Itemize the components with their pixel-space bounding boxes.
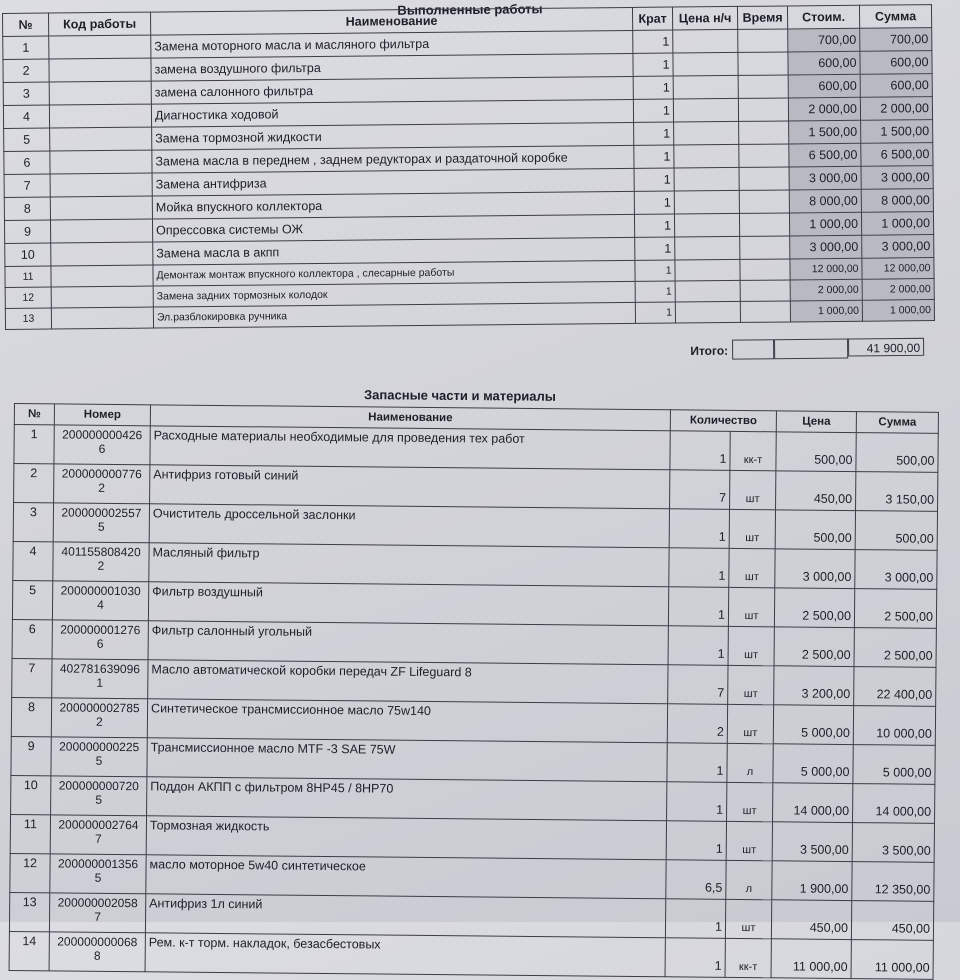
works-cell-sum: 2 000,00 (860, 97, 932, 121)
parts-cell-quantity: 1 (669, 548, 729, 588)
parts-table (9, 403, 939, 980)
works-cell-name: Опрессовка системы ОЖ (152, 214, 634, 242)
works-cell-cost: 600,00 (788, 51, 860, 75)
works-cell-sum: 600,00 (860, 51, 932, 75)
parts-cell-unit: шт (728, 665, 774, 704)
parts-cell-part-number (51, 737, 147, 777)
parts-cell-price: 11 000,00 (771, 939, 851, 979)
works-cell-sum: 6 500,00 (861, 143, 933, 167)
works-cell-number: 2 (3, 59, 49, 82)
parts-cell-part-number (54, 464, 150, 504)
works-cell-sum: 1 000,00 (862, 300, 934, 322)
works-cell-sum: 1 000,00 (861, 212, 933, 236)
works-cell-sum: 8 000,00 (861, 189, 933, 213)
parts-cell-unit: шт (727, 782, 773, 821)
parts-cell-quantity: 2 (667, 704, 727, 744)
parts-cell-part-number (52, 620, 148, 660)
parts-cell-part-number (49, 932, 145, 972)
works-total-label: Итого: (690, 343, 729, 359)
works-cell-code (49, 104, 151, 128)
works-cell-number: 11 (5, 266, 51, 287)
works-cell-krat: 1 (633, 53, 673, 76)
parts-part-number-suffix: 5 (95, 753, 103, 768)
works-cell-time (738, 52, 788, 75)
works-cell-number: 9 (4, 220, 50, 243)
works-cell-name: Замена масла в переднем , заднем редукторах и раздаточной коробке (152, 145, 634, 173)
works-cell-name: Демонтаж монтаж впускного коллектора , слесарные работы (153, 260, 635, 286)
works-cell-price (675, 259, 740, 281)
works-cell-name: Замена тормозной жидкости (152, 122, 634, 150)
works-cell-name: Замена моторного масла и масляного фильтра (151, 30, 633, 58)
parts-cell-sum: 2 500,00 (854, 589, 936, 629)
parts-part-number-main: 200000000776 (61, 466, 142, 482)
works-cell-krat: 1 (635, 237, 675, 260)
parts-cell-number: 14 (9, 931, 49, 970)
parts-cell-quantity: 7 (668, 665, 728, 705)
parts-cell-quantity: 6,5 (666, 860, 726, 900)
works-cell-cost: 1 000,00 (789, 212, 861, 236)
works-cell-price (674, 167, 739, 191)
works-cell-number: 10 (5, 243, 51, 266)
works-cell-time (739, 121, 789, 144)
parts-cell-sum: 12 350,00 (852, 862, 934, 902)
works-cell-code (49, 58, 151, 82)
parts-cell-price: 500,00 (775, 510, 855, 550)
parts-part-number-suffix: 5 (95, 792, 103, 807)
parts-cell-price: 3 500,00 (772, 822, 852, 862)
parts-cell-unit: шт (730, 470, 776, 509)
parts-cell-price: 14 000,00 (773, 783, 853, 823)
works-cell-krat: 1 (633, 99, 673, 122)
works-cell-code (51, 307, 153, 329)
parts-cell-price: 5 000,00 (773, 705, 853, 745)
works-cell-number: 3 (3, 82, 49, 105)
parts-cell-price: 450,00 (771, 900, 851, 940)
works-cell-code (49, 35, 151, 59)
parts-cell-unit: кк-т (730, 431, 776, 470)
parts-cell-sum: 2 500,00 (854, 628, 936, 668)
parts-cell-number: 6 (12, 619, 52, 658)
parts-cell-unit: шт (726, 821, 772, 860)
parts-cell-unit: шт (727, 704, 773, 743)
works-col-price-per-hour: Цена н/ч (672, 6, 737, 30)
works-cell-code (50, 196, 152, 220)
parts-cell-name: масло моторное 5w40 синтетическое (146, 855, 666, 899)
works-cell-price (675, 280, 740, 302)
parts-cell-name: Расходные материалы необходимые для проведения тех работ (150, 426, 670, 470)
parts-cell-part-number (50, 854, 146, 894)
works-cell-sum: 3 000,00 (862, 235, 934, 259)
parts-cell-unit: шт (728, 626, 774, 665)
works-cell-cost: 2 000,00 (790, 279, 862, 301)
parts-cell-unit: кк-т (725, 938, 771, 977)
parts-cell-part-number (50, 815, 146, 855)
works-col-time: Время (737, 6, 787, 29)
parts-part-number-suffix: 7 (94, 909, 101, 924)
parts-cell-name: Очиститель дроссельной заслонки (149, 504, 669, 548)
parts-cell-name: Антифриз 1л синий (145, 894, 665, 938)
parts-cell-number: 7 (12, 658, 52, 697)
works-cell-krat: 1 (635, 302, 675, 323)
parts-cell-quantity: 1 (667, 743, 727, 783)
parts-cell-price: 3 000,00 (775, 549, 855, 589)
works-cell-cost: 8 000,00 (789, 189, 861, 213)
parts-cell-number: 2 (14, 464, 54, 503)
parts-cell-name: Антифриз готовый синий (150, 465, 670, 509)
parts-cell-number: 8 (11, 697, 51, 736)
works-cell-code (51, 265, 153, 287)
parts-part-number-main: 402781639096 (59, 661, 141, 677)
parts-part-number-main: 200000000225 (59, 739, 140, 755)
parts-part-number-suffix: 5 (97, 519, 105, 534)
parts-cell-part-number (54, 425, 150, 465)
parts-cell-price: 3 200,00 (774, 666, 854, 706)
parts-cell-price: 500,00 (776, 432, 856, 472)
works-cell-name: замена салонного фильтра (151, 76, 633, 104)
parts-cell-unit: шт (725, 899, 771, 938)
works-cell-name: Замена задних тормозных колодок (153, 281, 635, 307)
works-cell-code (50, 173, 152, 197)
parts-cell-name: Тормозная жидкость (146, 816, 666, 860)
works-cell-code (50, 127, 152, 151)
works-col-krat: Крат (632, 7, 672, 30)
parts-col-sum: Сумма (856, 412, 938, 434)
works-cell-code (50, 219, 152, 243)
parts-cell-unit: шт (729, 548, 775, 587)
works-cell-price (673, 29, 738, 53)
parts-cell-part-number (51, 698, 147, 738)
works-cell-price (675, 301, 740, 323)
works-cell-name: Эл.разблокировка ручника (153, 302, 635, 328)
parts-cell-number: 11 (10, 814, 50, 853)
parts-cell-name: Поддон АКПП с фильтром 8HP45 / 8HP70 (147, 777, 667, 821)
works-cell-sum: 600,00 (860, 74, 932, 98)
works-cell-time (738, 98, 788, 121)
works-cell-krat: 1 (633, 30, 673, 53)
parts-cell-unit: шт (728, 587, 774, 626)
parts-cell-part-number (53, 503, 149, 543)
parts-cell-part-number (53, 542, 149, 582)
parts-part-number-suffix: 1 (96, 675, 104, 690)
works-cell-cost: 1 000,00 (790, 300, 862, 322)
works-table (2, 4, 935, 330)
parts-col-number: № (14, 404, 54, 425)
works-cell-code (49, 81, 151, 105)
parts-cell-sum: 11 000,00 (851, 940, 933, 980)
works-cell-name: Диагностика ходовой (151, 99, 633, 127)
parts-part-number-suffix: 2 (98, 480, 106, 495)
parts-part-number-suffix: 5 (94, 870, 102, 885)
parts-part-number-suffix: 8 (93, 948, 101, 963)
parts-cell-price: 1 900,00 (772, 861, 852, 901)
parts-cell-quantity: 1 (667, 782, 727, 822)
parts-part-number-main: 200000002785 (59, 700, 140, 716)
works-col-cost: Стоим. (787, 5, 859, 29)
works-cell-krat: 1 (634, 191, 674, 214)
works-col-number: № (3, 13, 49, 36)
parts-part-number-main: 200000000720 (58, 778, 139, 794)
works-cell-sum: 2 000,00 (862, 279, 934, 301)
parts-part-number-main: 200000002764 (58, 817, 139, 833)
works-cell-krat: 1 (635, 281, 675, 302)
works-cell-price (674, 213, 739, 237)
parts-section-title: Запасные части и материалы (364, 387, 556, 404)
works-cell-krat: 1 (634, 145, 674, 168)
works-cell-time (740, 301, 790, 322)
works-cell-price (673, 98, 738, 122)
works-cell-krat: 1 (634, 122, 674, 145)
works-cell-cost: 700,00 (788, 28, 860, 52)
parts-part-number-main: 200000000426 (62, 427, 143, 443)
works-section-title: Выполненные работы (397, 1, 543, 18)
works-cell-krat: 1 (634, 168, 674, 191)
parts-part-number-suffix: 4 (97, 597, 104, 612)
works-cell-number: 7 (4, 174, 50, 197)
parts-col-price: Цена (776, 411, 856, 433)
works-col-sum: Сумма (859, 5, 931, 29)
parts-part-number-suffix: 6 (96, 636, 104, 651)
parts-cell-number: 4 (13, 541, 53, 580)
works-cell-cost: 1 500,00 (789, 120, 861, 144)
works-cell-name: Замена антифриза (152, 168, 634, 196)
works-cell-time (739, 144, 789, 167)
works-cell-price (673, 52, 738, 76)
parts-cell-part-number (52, 581, 148, 621)
parts-cell-number: 10 (11, 775, 51, 814)
works-cell-sum: 700,00 (860, 28, 932, 52)
works-cell-time (739, 167, 789, 190)
works-cell-price (673, 75, 738, 99)
parts-part-number-main: 200000001356 (57, 856, 139, 872)
works-cell-time (740, 259, 790, 280)
works-cell-code (50, 150, 152, 174)
works-cell-sum: 1 500,00 (861, 120, 933, 144)
parts-col-part-number: Номер (54, 404, 150, 426)
works-cell-number: 5 (4, 128, 50, 151)
parts-part-number-main: 200000001276 (60, 622, 141, 638)
works-col-code: Код работы (49, 12, 151, 36)
parts-cell-sum: 3 000,00 (855, 550, 937, 590)
works-cell-number: 6 (4, 151, 50, 174)
parts-cell-unit: шт (729, 509, 775, 548)
parts-cell-quantity: 1 (670, 431, 730, 471)
parts-col-name: Наименование (150, 405, 670, 431)
parts-part-number-suffix: 2 (96, 714, 103, 729)
parts-cell-quantity: 1 (666, 821, 726, 861)
works-cell-cost: 3 000,00 (790, 235, 862, 259)
parts-cell-part-number (49, 893, 145, 933)
parts-part-number-main: 200000002058 (57, 895, 138, 911)
parts-part-number-suffix: 7 (94, 831, 102, 846)
parts-cell-name: Синтетическое трансмиссионное масло 75w140 (147, 699, 667, 743)
parts-cell-number: 13 (9, 892, 49, 931)
works-cell-number: 12 (5, 287, 51, 308)
parts-cell-price: 5 000,00 (773, 744, 853, 784)
parts-cell-name: Масляный фильтр (149, 543, 669, 587)
parts-part-number-main: 200000002557 (61, 505, 142, 521)
parts-cell-sum: 3 500,00 (852, 823, 934, 863)
parts-cell-number: 12 (10, 853, 50, 892)
parts-cell-unit: л (726, 860, 772, 899)
parts-cell-sum: 500,00 (856, 433, 938, 473)
works-cell-krat: 1 (633, 76, 673, 99)
works-cell-time (739, 190, 789, 213)
works-cell-cost: 12 000,00 (790, 258, 862, 280)
works-cell-code (51, 242, 153, 266)
parts-part-number-suffix: 2 (97, 558, 105, 573)
parts-cell-unit: л (727, 743, 773, 782)
works-total-box-empty-2 (774, 339, 848, 360)
works-col-name: Наименование (150, 7, 632, 35)
parts-cell-sum: 10 000,00 (853, 706, 935, 746)
works-cell-cost: 6 500,00 (789, 143, 861, 167)
works-cell-cost: 3 000,00 (789, 166, 861, 190)
parts-cell-price: 2 500,00 (774, 588, 854, 628)
works-total-box-empty-1 (732, 339, 774, 359)
works-cell-cost: 2 000,00 (788, 97, 860, 121)
works-cell-sum: 3 000,00 (861, 166, 933, 190)
works-cell-time (740, 280, 790, 301)
parts-cell-price: 2 500,00 (774, 627, 854, 667)
parts-cell-name: Рем. к-т торм. накладок, безасбестовых (145, 933, 665, 977)
parts-cell-name: Фильтр салонный угольный (148, 621, 668, 665)
parts-cell-number: 1 (14, 425, 54, 464)
works-cell-number: 13 (5, 308, 51, 329)
works-total-row (670, 336, 930, 359)
works-cell-time (738, 75, 788, 98)
works-cell-name: замена воздушного фильтра (151, 53, 633, 81)
parts-cell-quantity: 1 (665, 938, 725, 978)
works-cell-time (740, 236, 790, 259)
parts-cell-sum: 22 400,00 (854, 667, 936, 707)
parts-cell-name: Масло автоматической коробки передач ZF Lifeguard 8 (148, 660, 668, 704)
parts-cell-sum: 14 000,00 (853, 784, 935, 824)
works-cell-cost: 600,00 (788, 74, 860, 98)
works-cell-name: Мойка впускного коллектора (152, 191, 634, 219)
parts-cell-sum: 5 000,00 (853, 745, 935, 785)
works-cell-price (674, 144, 739, 168)
works-cell-sum: 12 000,00 (862, 258, 934, 280)
parts-cell-name: Фильтр воздушный (148, 582, 668, 626)
parts-cell-price: 450,00 (776, 471, 856, 511)
works-cell-time (739, 213, 789, 236)
works-cell-number: 4 (3, 105, 49, 128)
works-cell-number: 1 (3, 36, 49, 59)
parts-cell-quantity: 1 (665, 899, 725, 939)
works-cell-krat: 1 (634, 214, 674, 237)
parts-cell-quantity: 1 (669, 509, 729, 549)
works-cell-price (675, 236, 740, 260)
parts-cell-quantity: 7 (670, 470, 730, 510)
parts-cell-quantity: 1 (668, 626, 728, 666)
works-cell-price (674, 190, 739, 214)
parts-cell-sum: 3 150,00 (856, 472, 938, 512)
works-cell-price (674, 121, 739, 145)
works-cell-name: Замена масла в акпп (153, 237, 635, 265)
parts-cell-number: 9 (11, 736, 51, 775)
parts-col-quantity: Количество (670, 410, 776, 432)
parts-cell-quantity: 1 (668, 587, 728, 627)
parts-cell-part-number (52, 659, 148, 699)
works-cell-code (51, 286, 153, 308)
works-cell-number: 8 (4, 197, 50, 220)
parts-cell-sum: 450,00 (851, 901, 933, 941)
parts-part-number-main: 200000001030 (60, 583, 141, 599)
works-cell-time (738, 29, 788, 52)
parts-cell-number: 3 (13, 503, 53, 542)
parts-cell-part-number (51, 776, 147, 816)
works-cell-krat: 1 (635, 260, 675, 281)
parts-cell-name: Трансмиссионное масло MTF -3 SAE 75W (147, 738, 667, 782)
works-total-value: 41 900,00 (848, 338, 924, 357)
parts-part-number-main: 401155808420 (61, 544, 141, 560)
parts-part-number-suffix: 6 (98, 441, 106, 456)
parts-row (9, 931, 933, 979)
parts-part-number-main: 200000000068 (57, 934, 138, 950)
parts-cell-sum: 500,00 (855, 511, 937, 551)
parts-cell-number: 5 (12, 580, 52, 619)
